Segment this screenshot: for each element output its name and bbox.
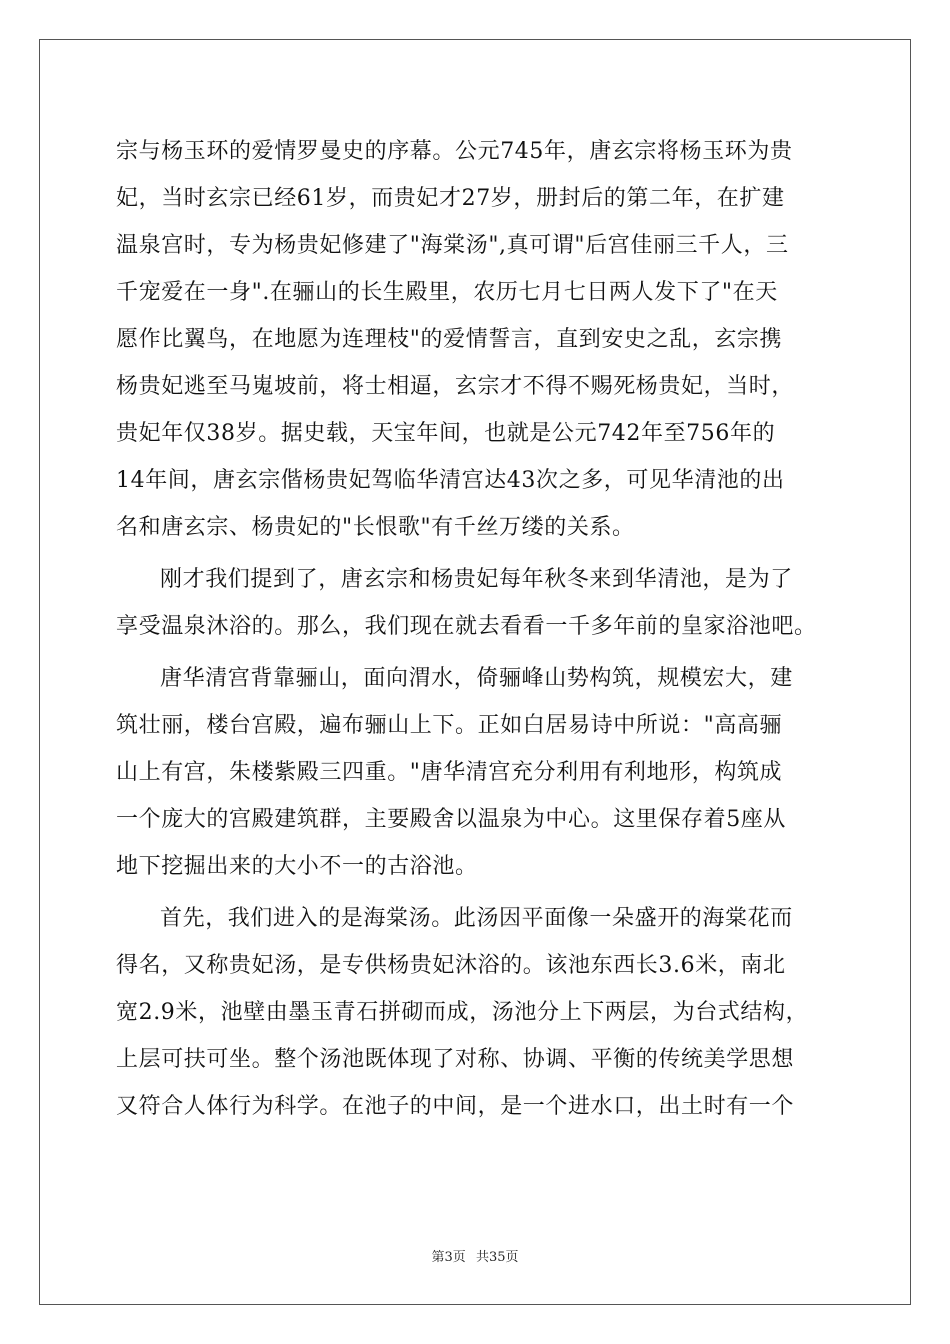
page-footer <box>0 1246 950 1265</box>
text-line: 温泉宫时，专为杨贵妃修建了"海棠汤",真可谓"后宫佳丽三千人，三 <box>116 233 789 258</box>
text-line: 14年间，唐玄宗偕杨贵妃驾临华清宫达43次之多，可见华清池的出 <box>116 468 785 493</box>
document-body <box>116 128 836 1130</box>
text-line: 地下挖掘出来的大小不一的古浴池。 <box>116 854 478 879</box>
page-total: 共35页 <box>475 1250 519 1265</box>
text-line: 又符合人体行为科学。在池子的中间，是一个进水口，出土时有一个 <box>116 1094 795 1119</box>
paragraph-3 <box>116 655 836 890</box>
text-line: 千宠爱在一身".在骊山的长生殿里，农历七月七日两人发下了"在天 <box>116 280 778 305</box>
text-line: 山上有宫，朱楼紫殿三四重。"唐华清宫充分利用有利地形，构筑成 <box>116 760 783 785</box>
paragraph-1 <box>116 128 836 551</box>
text-line: 刚才我们提到了，唐玄宗和杨贵妃每年秋冬来到华清池，是为了 <box>160 567 793 592</box>
page-number: 第3页 <box>431 1250 466 1265</box>
text-line: 名和唐玄宗、杨贵妃的"长恨歌"有千丝万缕的关系。 <box>116 515 635 540</box>
text-line: 一个庞大的宫殿建筑群，主要殿舍以温泉为中心。这里保存着5座从 <box>116 807 786 832</box>
text-line: 贵妃年仅38岁。据史载，天宝年间，也就是公元742年至756年的 <box>116 421 776 446</box>
text-line: 宗与杨玉环的爱情罗曼史的序幕。公元745年，唐玄宗将杨玉环为贵 <box>116 139 793 164</box>
text-line: 上层可扶可坐。整个汤池既体现了对称、协调、平衡的传统美学思想 <box>116 1047 795 1072</box>
text-line: 得名，又称贵妃汤，是专供杨贵妃沐浴的。该池东西长3.6米，南北 <box>116 953 786 978</box>
text-line: 宽2.9米，池壁由墨玉青石拼砌而成，汤池分上下两层，为台式结构， <box>116 1000 809 1025</box>
text-line: 妃，当时玄宗已经61岁，而贵妃才27岁，册封后的第二年，在扩建 <box>116 186 785 211</box>
text-line: 愿作比翼鸟，在地愿为连理枝"的爱情誓言，直到安史之乱，玄宗携 <box>116 327 783 352</box>
text-line: 享受温泉沐浴的。那么，我们现在就去看看一千多年前的皇家浴池吧。 <box>116 614 817 639</box>
paragraph-2 <box>116 556 836 650</box>
text-line: 唐华清宫背靠骊山，面向渭水，倚骊峰山势构筑，规模宏大，建 <box>160 666 793 691</box>
paragraph-4 <box>116 895 836 1130</box>
text-line: 杨贵妃逃至马嵬坡前，将士相逼，玄宗才不得不赐死杨贵妃，当时， <box>116 374 795 399</box>
text-line: 首先，我们进入的是海棠汤。此汤因平面像一朵盛开的海棠花而 <box>160 906 793 931</box>
text-line: 筑壮丽，楼台宫殿，遍布骊山上下。正如白居易诗中所说："高高骊 <box>116 713 783 738</box>
